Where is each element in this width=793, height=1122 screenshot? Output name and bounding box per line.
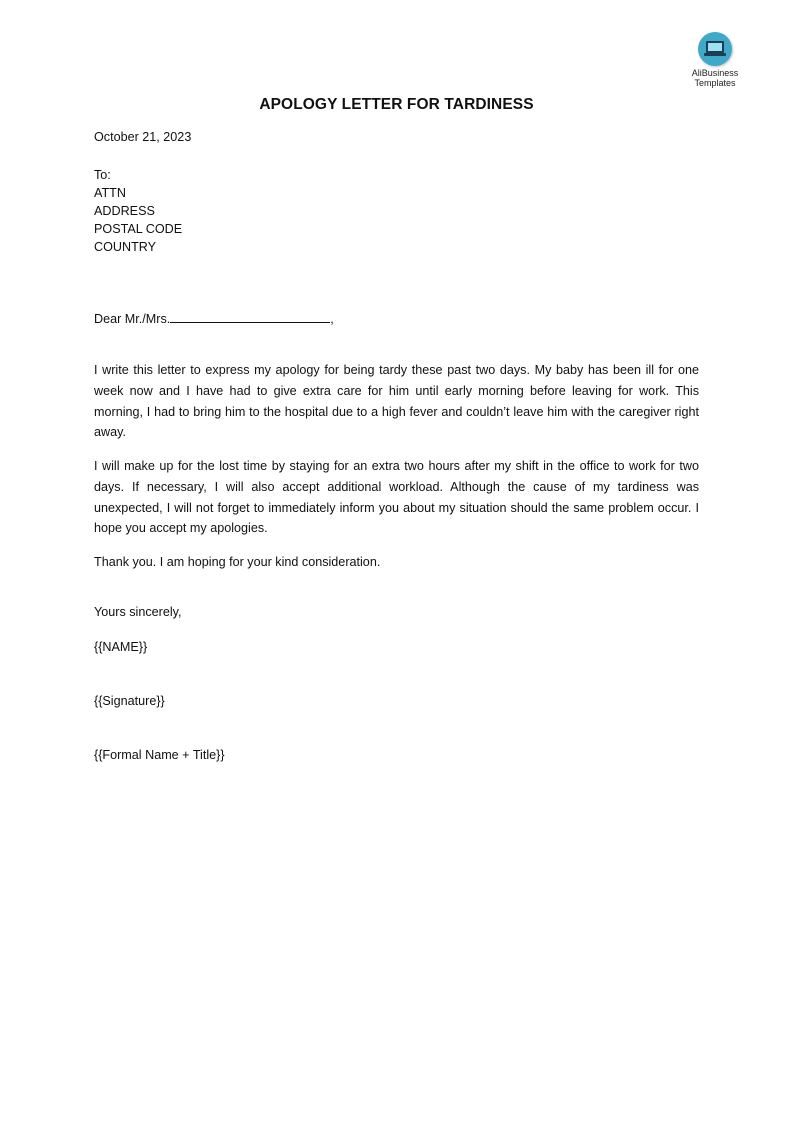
name-placeholder: {{NAME}}: [94, 640, 148, 654]
body-paragraph-1: I write this letter to express my apology for being tardy these past two days. My baby has been ill for one week now and I have had to give extra care for him until early morning before leaving for work. This morning, I had to bring him to the hospital due to a high fever and couldn’t leave him with the caregiver right away.: [94, 363, 699, 440]
name-blank-line: [170, 311, 330, 323]
recipient-address: [94, 166, 699, 256]
laptop-icon: [698, 32, 732, 66]
logo-line-2: Templates: [694, 78, 736, 88]
closing: Yours sincerely,: [94, 605, 182, 619]
address-attn: ATTN: [94, 186, 126, 200]
address-line: ADDRESS: [94, 204, 155, 218]
address-to: To:: [94, 168, 111, 182]
logo-line-1: AliBusiness: [691, 68, 739, 78]
salutation-prefix: Dear Mr./Mrs.: [94, 312, 171, 326]
body-paragraph-3: Thank you. I am hoping for your kind consideration.: [94, 555, 381, 569]
brand-logo: [684, 32, 746, 88]
body-paragraph-2: I will make up for the lost time by staying for an extra two hours after my shift in the office to work for two days. If necessary, I will also accept additional workload. Although the cause of my tardiness was unexpected, I will not forget to immediately inform you about my situation should the same problem occur. I hope you accept my apologies.: [94, 459, 699, 536]
address-postal: POSTAL CODE: [94, 222, 183, 236]
address-country: COUNTRY: [94, 240, 157, 254]
salutation-suffix: ,: [330, 312, 334, 326]
salutation: [94, 311, 699, 326]
formal-name-placeholder: {{Formal Name + Title}}: [94, 748, 225, 762]
letter-date: October 21, 2023: [94, 130, 192, 144]
letter-title: APOLOGY LETTER FOR TARDINESS: [259, 96, 534, 113]
signature-placeholder: {{Signature}}: [94, 694, 165, 708]
logo-text: [684, 68, 746, 88]
